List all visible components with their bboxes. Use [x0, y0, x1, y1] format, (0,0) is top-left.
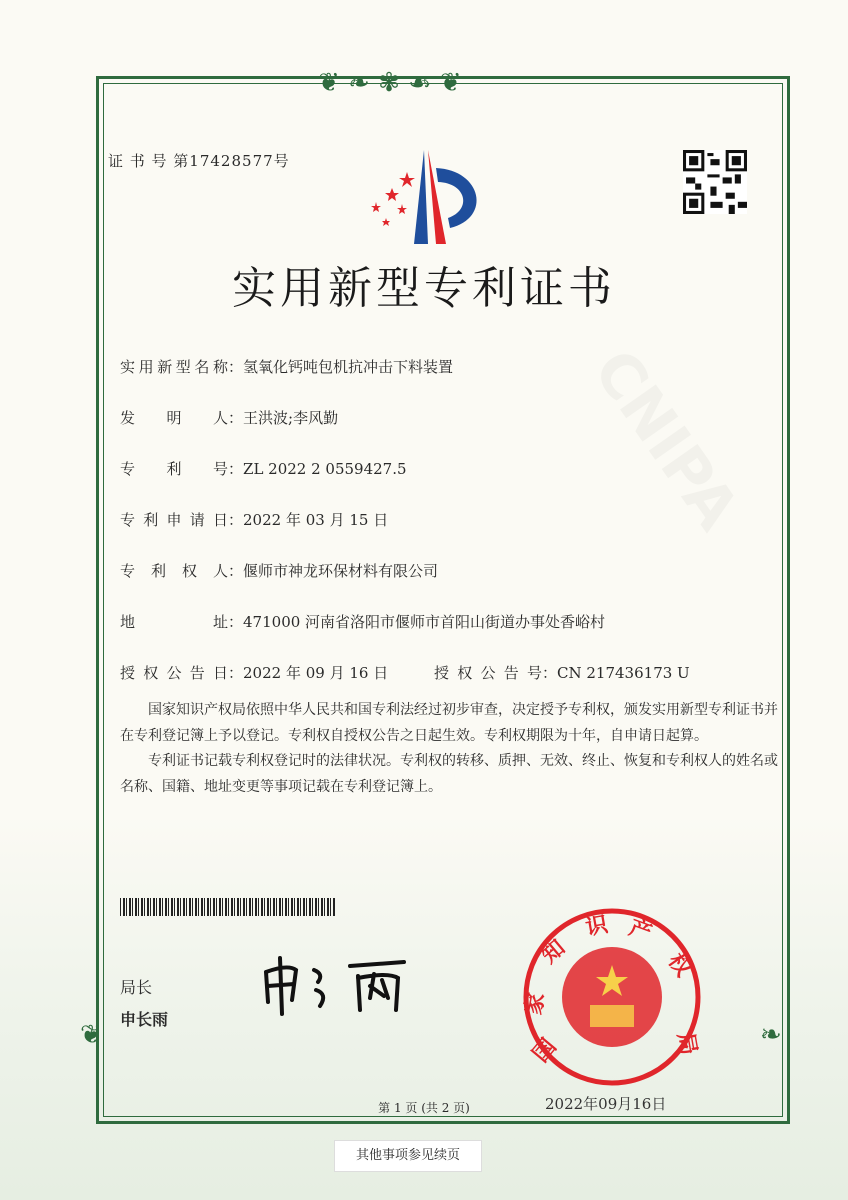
qr-code: [683, 150, 747, 214]
official-seal: [520, 905, 704, 1089]
paragraph: 专利证书记载专利权登记时的法律状况。专利权的转移、质押、无效、终止、恢复和专利权人的姓名或名称、国籍、地址变更等事项记载在专利登记簿上。: [120, 753, 778, 795]
field-application-date: 专利申请日：2022 年 03 月 15 日: [120, 511, 389, 529]
page-indicator-row: [0, 1099, 848, 1116]
svg-text:局: 局: [672, 1030, 701, 1057]
director-name: 申长雨: [120, 1010, 169, 1029]
svg-text:识: 识: [583, 912, 610, 941]
field-address: 地址：471000 河南省洛阳市偃师市首阳山街道办事处香峪村: [120, 613, 606, 631]
field-patent-number: 专利号：ZL 2022 2 0559427.5: [120, 460, 407, 478]
director-signature: [258, 950, 438, 1020]
certificate-body: [120, 698, 780, 800]
field-patentee: 专利权人：偃师市神龙环保材料有限公司: [120, 562, 439, 580]
continuation-note: 其他事项参见续页: [334, 1140, 482, 1172]
certificate-title: 实用新型专利证书: [232, 263, 616, 314]
cnipa-logo: [362, 148, 492, 248]
paragraph: 国家知识产权局依照中华人民共和国专利法经过初步审查，决定授予专利权，颁发实用新型专利证书并在专利登记簿上予以登记。专利权自授权公告之日起生效。专利权期限为十年，自申请日起算。: [120, 702, 778, 744]
director-block: [120, 972, 168, 1036]
svg-text:国: 国: [528, 1034, 562, 1068]
field-utility-model-name: 实用新型名称：氢氧化钙吨包机抗冲击下料装置: [120, 358, 454, 376]
field-announcement-number: 授权公告号：CN 217436173 U: [434, 664, 690, 682]
page-indicator: 第 1 页 (共 2 页): [378, 1101, 470, 1115]
field-inventor: 发明人：王洪波;李风勤: [120, 409, 339, 427]
seal-date: 2022年09月16日: [545, 1095, 667, 1113]
svg-text:知: 知: [537, 935, 571, 969]
svg-text:权: 权: [662, 949, 696, 982]
barcode: [120, 898, 336, 916]
corner-ornament-right: ❧: [760, 1020, 782, 1050]
certificate-number: 证 书 号 第17428577号: [108, 152, 290, 170]
top-ornament: ❦ ❧ ✾ ☙ ❦: [318, 68, 462, 98]
svg-text:产: 产: [625, 915, 655, 947]
director-title: 局长: [120, 978, 153, 997]
corner-ornament-left: ❦: [80, 1020, 102, 1050]
svg-text:家: 家: [521, 990, 550, 1017]
field-grant-date: 授权公告日：2022 年 09 月 16 日: [120, 664, 389, 682]
